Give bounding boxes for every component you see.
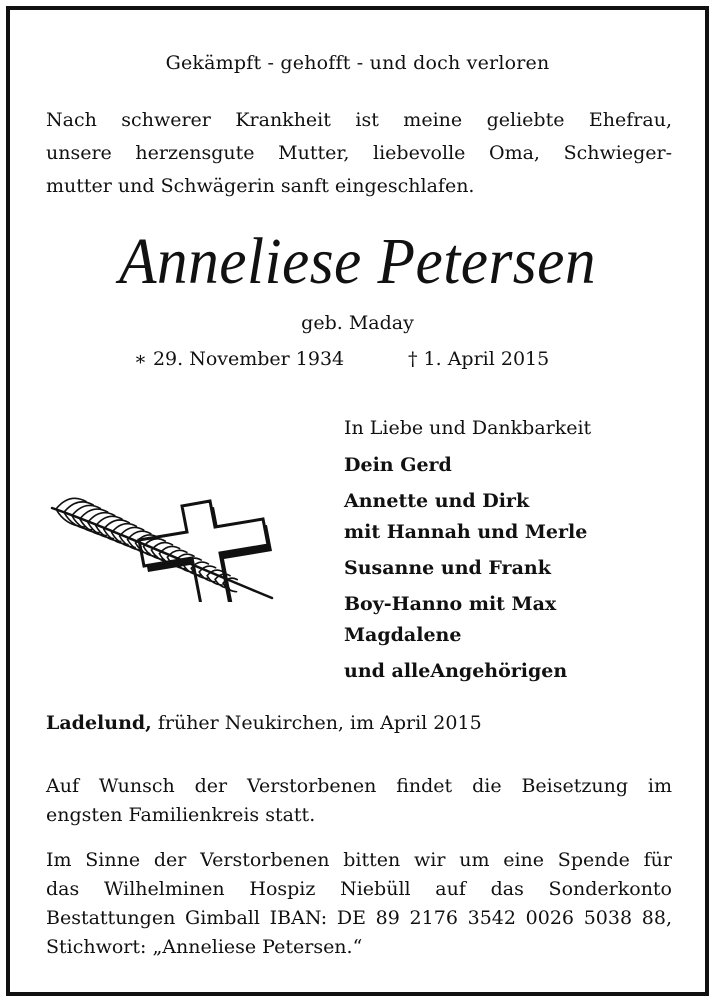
motto: Gekämpft - gehofft - und doch verloren [165, 52, 550, 74]
donation-note-line: Stichwort: „Anneliese Petersen.“ [46, 936, 363, 958]
place-and-date [46, 712, 482, 734]
burial-note [46, 772, 672, 830]
mourner-line: mit Hannah und Merle [344, 521, 588, 543]
mourner-line: und alleAngehörigen [344, 660, 568, 682]
mourner-line: Boy-Hanno mit Max [344, 593, 557, 615]
donation-note-line: das Wilhelminen Hospiz Niebüll auf das Sonderkonto [46, 878, 672, 900]
mourner-group [344, 450, 684, 481]
maiden-name: geb. Maday [301, 312, 414, 334]
intro-text [46, 104, 672, 203]
mourner-line: Magdalene [344, 624, 462, 646]
place-rest: früher Neukirchen, im April 2015 [151, 712, 482, 734]
burial-note-line: engsten Familienkreis statt. [46, 804, 316, 826]
death-date: † 1. April 2015 [408, 348, 550, 370]
mourner-line: Dein Gerd [344, 454, 452, 476]
donation-note-line: Bestattungen Gimball IBAN: DE 89 2176 3542 0026 5038 88, [46, 907, 672, 929]
intro-line: Nach schwerer Krankheit ist meine geliebte Ehefrau, [46, 109, 672, 131]
cross-with-palm-frond-icon [44, 496, 274, 602]
donation-note [46, 846, 672, 962]
mourner-line: Susanne und Frank [344, 557, 551, 579]
intro-line: unsere herzensgute Mutter, liebevolle Oma, Schwieger- [46, 142, 672, 164]
intro-line: mutter und Schwägerin sanft eingeschlafen. [46, 175, 475, 197]
obituary-card [6, 6, 709, 996]
mourner-group [344, 486, 684, 548]
mourner-line: Annette und Dirk [344, 490, 530, 512]
burial-note-line: Auf Wunsch der Verstorbenen findet die Beisetzung im [46, 775, 672, 797]
mourner-group [344, 589, 684, 651]
mourners-list [344, 412, 684, 692]
donation-note-line: Im Sinne der Verstorbenen bitten wir um eine Spende für [46, 849, 672, 871]
mourner-group [344, 656, 684, 687]
mourners-intro: In Liebe und Dankbarkeit [344, 417, 592, 439]
mourner-group [344, 553, 684, 584]
deceased-name: Anneliese Petersen [118, 225, 597, 298]
place-town: Ladelund, [46, 712, 152, 734]
birth-date: ∗ 29. November 1934 [134, 348, 345, 370]
